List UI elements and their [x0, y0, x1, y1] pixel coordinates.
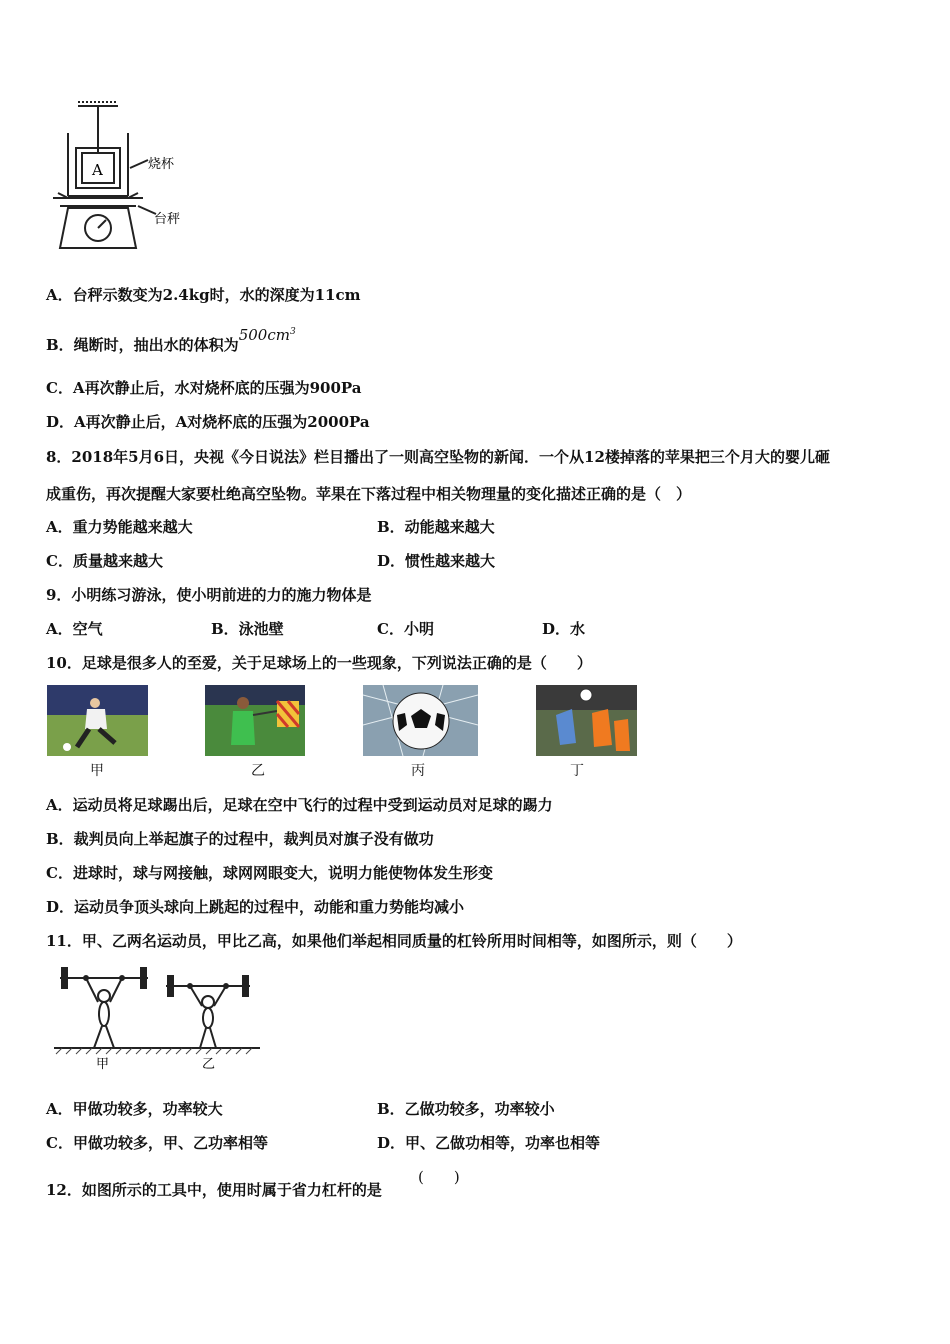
- q11-option-b[interactable]: B．乙做功较多，功率较小: [377, 1100, 555, 1118]
- q10-option-b[interactable]: B．裁判员向上举起旗子的过程中，裁判员对旗子没有做功: [46, 830, 434, 848]
- q9-option-b[interactable]: B．泳池壁: [211, 620, 284, 638]
- q9-option-a[interactable]: A．空气: [46, 620, 103, 638]
- photo-caption-ding: 丁: [570, 763, 584, 779]
- q12-stem: 12．如图所示的工具中，使用时属于省力杠杆的是: [46, 1181, 382, 1199]
- lifter-caption-jia: 甲: [96, 1057, 110, 1070]
- q10-option-d[interactable]: D．运动员争顶头球向上跳起的过程中，动能和重力势能均减小: [46, 898, 465, 916]
- q8-stem-line2: 成重伤，再次提醒大家要杜绝高空坠物。苹果在下落过程中相关物理量的变化描述正确的是（ ）: [46, 485, 692, 503]
- q7-option-d[interactable]: D．A再次静止后，A对烧杯底的压强为2000Pa: [46, 413, 370, 431]
- q11-option-a[interactable]: A．甲做功较多，功率较大: [46, 1100, 223, 1118]
- q10-option-c[interactable]: C．进球时，球与网接触，球网网眼变大，说明力能使物体发生形变: [46, 864, 493, 882]
- q9-option-c[interactable]: C．小明: [377, 620, 434, 638]
- q10-option-a[interactable]: A．运动员将足球踢出后，足球在空中飞行的过程中受到运动员对足球的踢力: [46, 796, 553, 814]
- photo-caption-jia: 甲: [90, 763, 104, 779]
- volume-formula: $500cm^3$: [238, 326, 296, 344]
- q10-stem: 10．足球是很多人的至爱，关于足球场上的一些现象，下列说法正确的是（ ）: [46, 654, 592, 672]
- q12-answer-paren: ( ): [418, 1168, 460, 1186]
- q7-option-b[interactable]: [46, 326, 296, 355]
- q11-stem: 11．甲、乙两名运动员，甲比乙高，如果他们举起相同质量的杠铃所用时间相等，如图所示，则（ ）: [46, 932, 742, 950]
- beaker-scale-figure: [48, 98, 198, 258]
- object-a-label: A: [92, 161, 103, 179]
- q8-option-d[interactable]: D．惯性越来越大: [377, 552, 496, 570]
- weightlifters-figure: [52, 962, 262, 1070]
- q9-option-d[interactable]: D．水: [542, 620, 586, 638]
- photo-soccer-ball-net: [363, 685, 478, 756]
- photo-referee: [205, 685, 305, 756]
- scale-label: 台秤: [154, 212, 181, 227]
- photo-kick: [47, 685, 148, 756]
- q11-option-c[interactable]: C．甲做功较多，甲、乙功率相等: [46, 1134, 268, 1152]
- q8-stem-line1: 8．2018年5月6日，央视《今日说法》栏目播出了一则高空坠物的新闻．一个从12楼掉落的苹果把三个月大的婴儿砸: [46, 448, 830, 466]
- q7-option-c[interactable]: C．A再次静止后，水对烧杯底的压强为900Pa: [46, 379, 362, 397]
- photo-caption-yi: 乙: [251, 763, 265, 779]
- photo-caption-bing: 丙: [411, 763, 425, 779]
- q8-option-a[interactable]: A．重力势能越来越大: [46, 518, 193, 536]
- q8-option-c[interactable]: C．质量越来越大: [46, 552, 163, 570]
- beaker-label: 烧杯: [148, 157, 175, 172]
- q7-option-a[interactable]: A．台秤示数变为2.4kg时，水的深度为11cm: [46, 286, 361, 304]
- q11-option-d[interactable]: D．甲、乙做功相等，功率也相等: [377, 1134, 601, 1152]
- photo-header: [536, 685, 637, 756]
- q7-option-b-label: B．绳断时，抽出水的体积为: [46, 336, 239, 354]
- lifter-caption-yi: 乙: [202, 1057, 216, 1070]
- q8-option-b[interactable]: B．动能越来越大: [377, 518, 495, 536]
- q9-stem: 9．小明练习游泳，使小明前进的力的施力物体是: [46, 586, 372, 604]
